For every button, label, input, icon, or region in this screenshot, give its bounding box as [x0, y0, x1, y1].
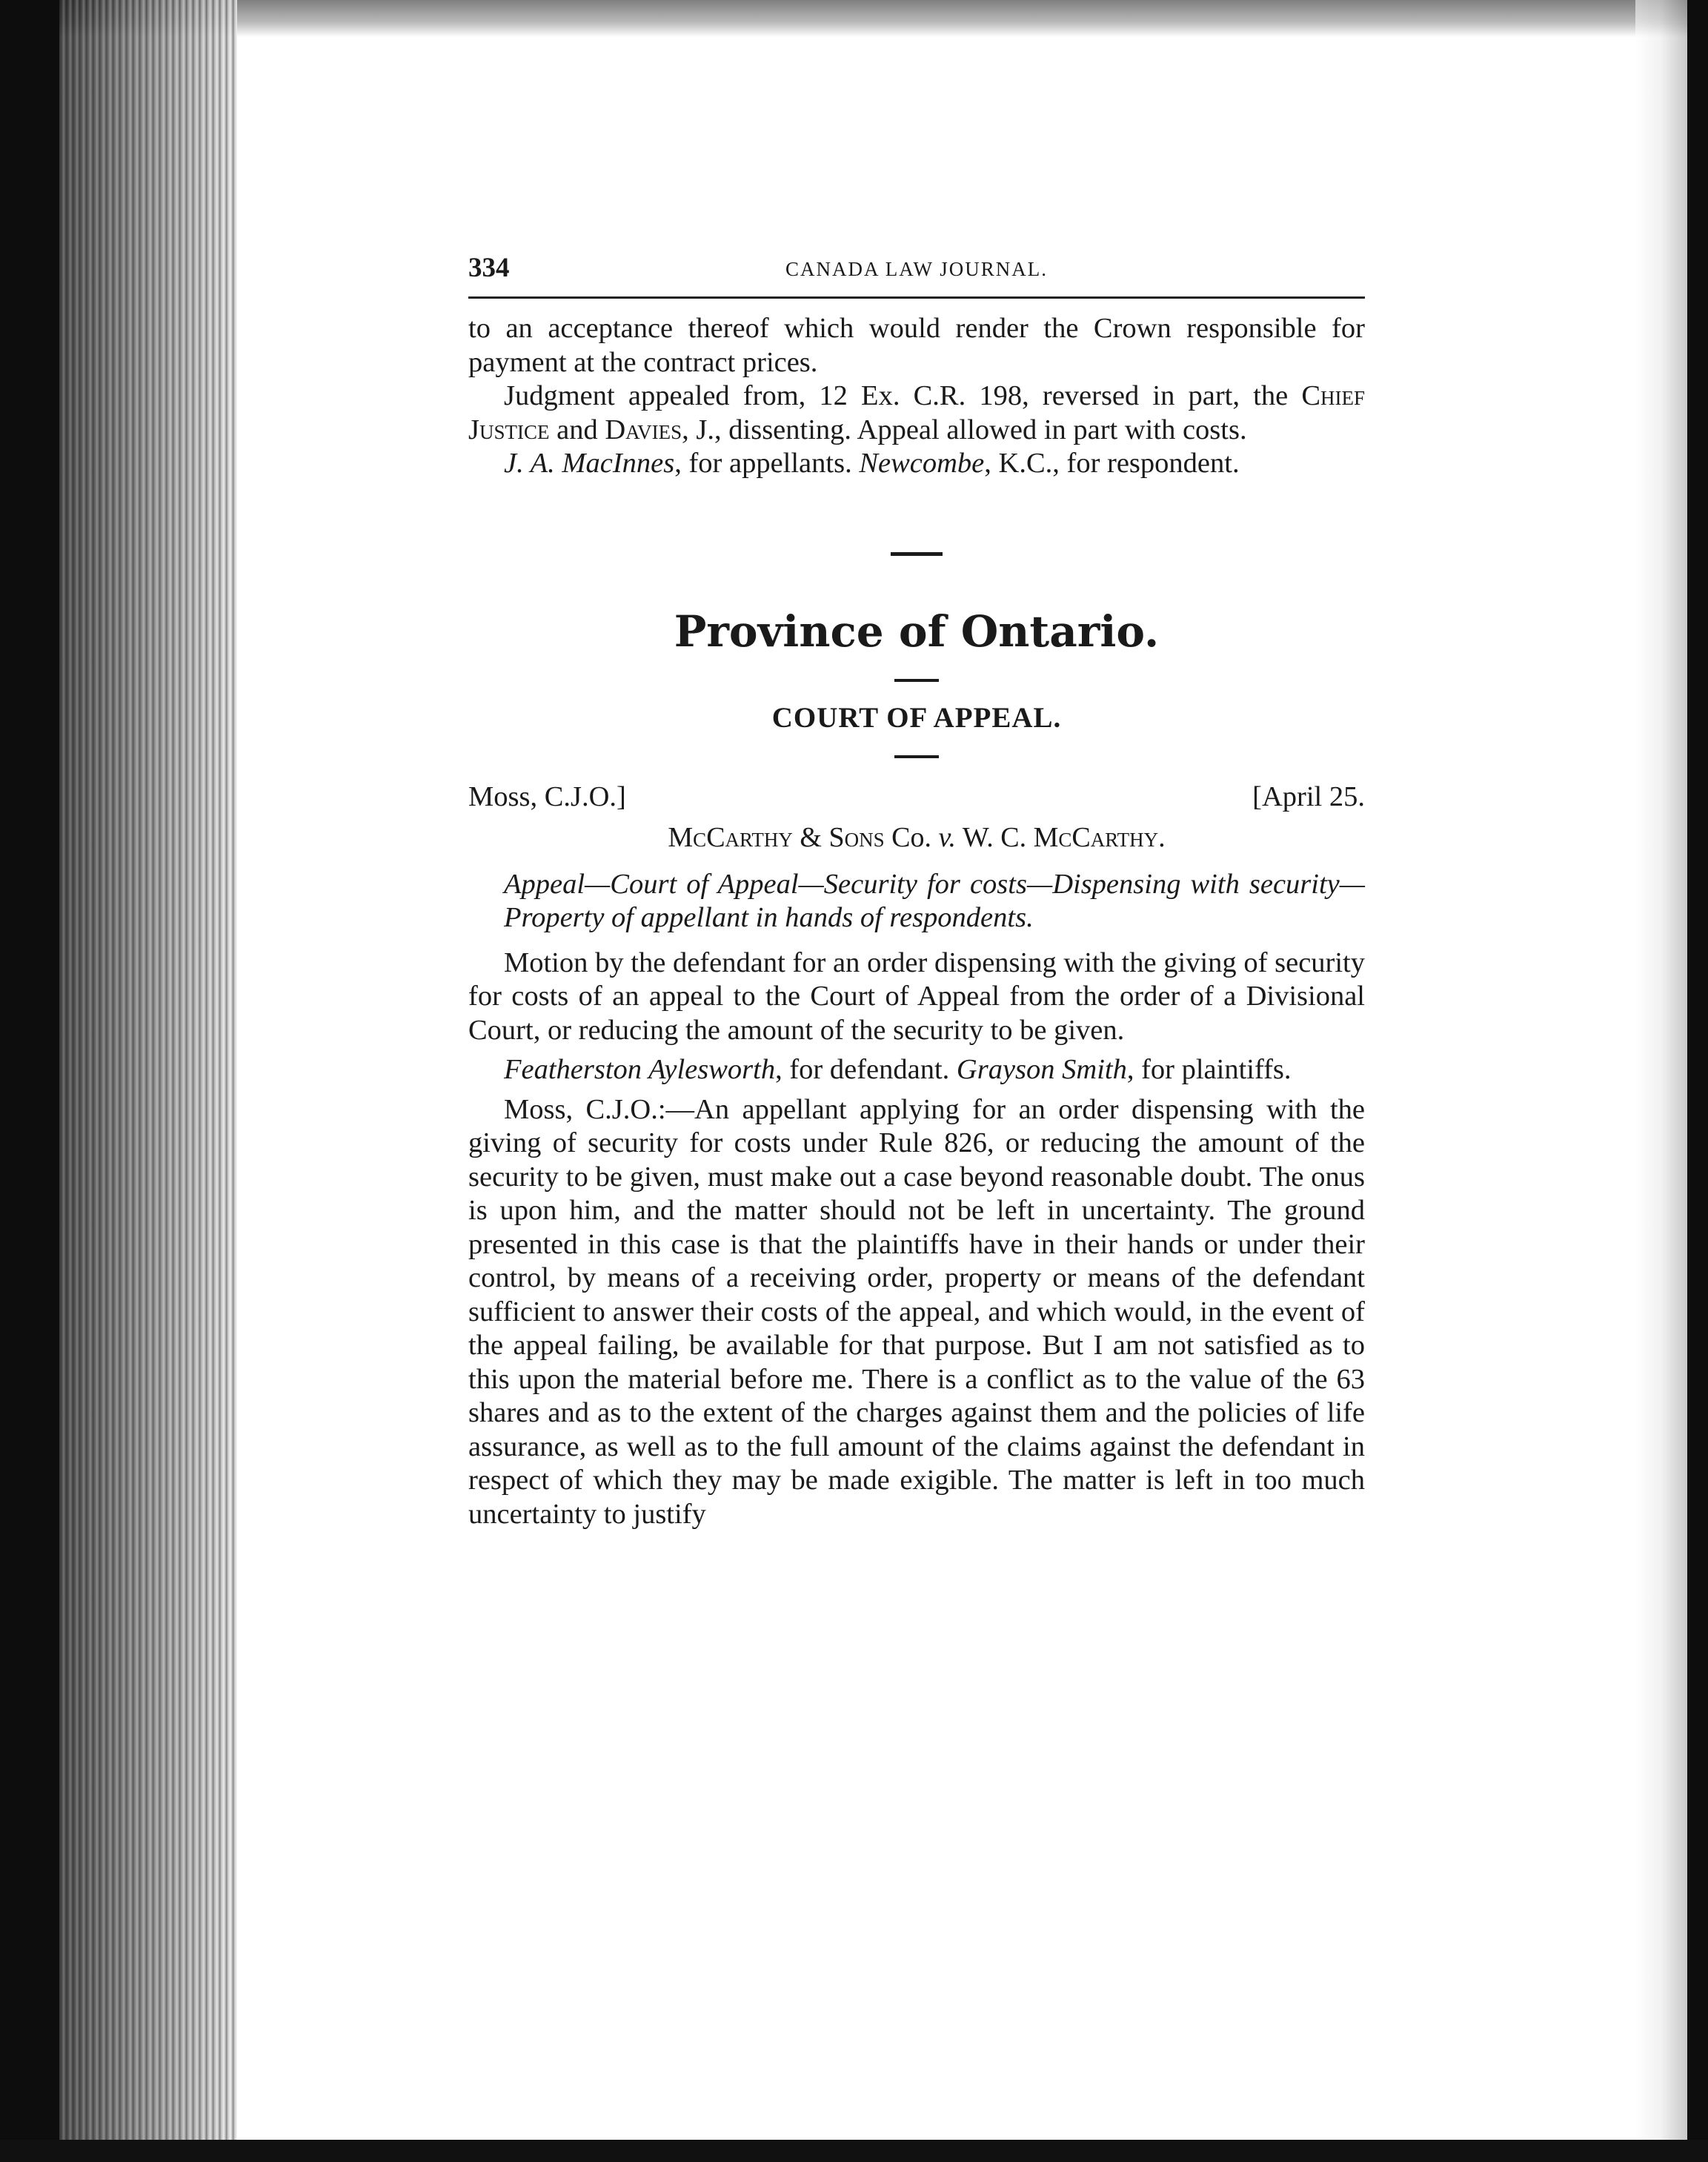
respondent-counsel-name: Newcombe: [859, 448, 985, 479]
journal-title: CANADA LAW JOURNAL.: [785, 258, 1049, 280]
scan-right-border: [1687, 0, 1708, 2162]
case-judge-line: [468, 780, 1365, 814]
heading-rule: [894, 679, 939, 682]
defendant-counsel-name: Featherston Aylesworth: [504, 1054, 776, 1085]
judge-name: Moss, C.J.O.]: [468, 780, 626, 812]
judgment-note: Judgment appealed from, 12 Ex. C.R. 198, reversed in part, the Chief Justice and Davies, J., dissenting. Appeal allowed in part with costs.: [468, 380, 1365, 445]
case-title: McCarthy & Sons Co. v. W. C. McCarthy.: [668, 821, 1166, 853]
case-date: [April 25.: [1252, 780, 1365, 812]
chief-justice-name: Chief Justice: [468, 380, 1365, 445]
judgment-paragraph: Moss, C.J.O.:—An appellant applying for an order dispensing with the giving of security for costs under Rule 826, or reducing the amount of the security to be given, must make out a case beyond reasonable doubt. The onus is upon him, and the matter should not be left in uncertainty. The ground presented in this case is that the plaintiffs have in their hands or under their control, by means of a receiving order, property or means of the defendant sufficient to answer their costs of the appeal, and which would, in the event of the appeal failing, be available for that purpose. But I am not satisfied as to this upon the material before me. There is a conflict as to the value of the 63 shares and as to the extent of the charges against them and the policies of life assurance, as well as to the full amount of the claims against the defendant in respect of which they may be made exigible. The matter is left in too much uncertainty to justify: [468, 1093, 1365, 1530]
running-head: [468, 252, 1365, 299]
scan-left-border: [0, 0, 59, 2162]
case-headnote: Appeal—Court of Appeal—Security for costs—Dispensing with security—Property of appellant in hands of respondents.: [504, 868, 1365, 933]
book-binding-shadow: [59, 0, 237, 2162]
heading-rule: [894, 755, 939, 758]
davies-name: Davies: [605, 414, 682, 445]
court-heading: COURT OF APPEAL.: [771, 701, 1062, 734]
page-fold-shadow: [1635, 0, 1687, 2162]
scan-top-shadow: [0, 0, 1708, 37]
plaintiff-counsel-name: Grayson Smith: [956, 1054, 1127, 1085]
appellant-counsel-name: J. A. MacInnes: [504, 448, 675, 479]
previous-counsel: J. A. MacInnes, for appellants. Newcombe, K.C., for respondent.: [504, 448, 1240, 479]
section-divider: [891, 552, 943, 556]
page-number: 334: [468, 253, 510, 283]
province-heading: Province of Ontario.: [674, 606, 1160, 657]
scan-bottom-border: [0, 2140, 1708, 2162]
previous-case-paragraph: to an acceptance thereof which would render the Crown responsible for payment at the contract prices.: [468, 313, 1365, 378]
journal-page: [468, 252, 1365, 1531]
motion-paragraph: Motion by the defendant for an order dispensing with the giving of security for costs of an appeal to the Court of Appeal from the order of a Divisional Court, or reducing the amount of the security to be given.: [468, 946, 1365, 1046]
case-counsel: Featherston Aylesworth, for defendant. Grayson Smith, for plaintiffs.: [504, 1054, 1292, 1085]
